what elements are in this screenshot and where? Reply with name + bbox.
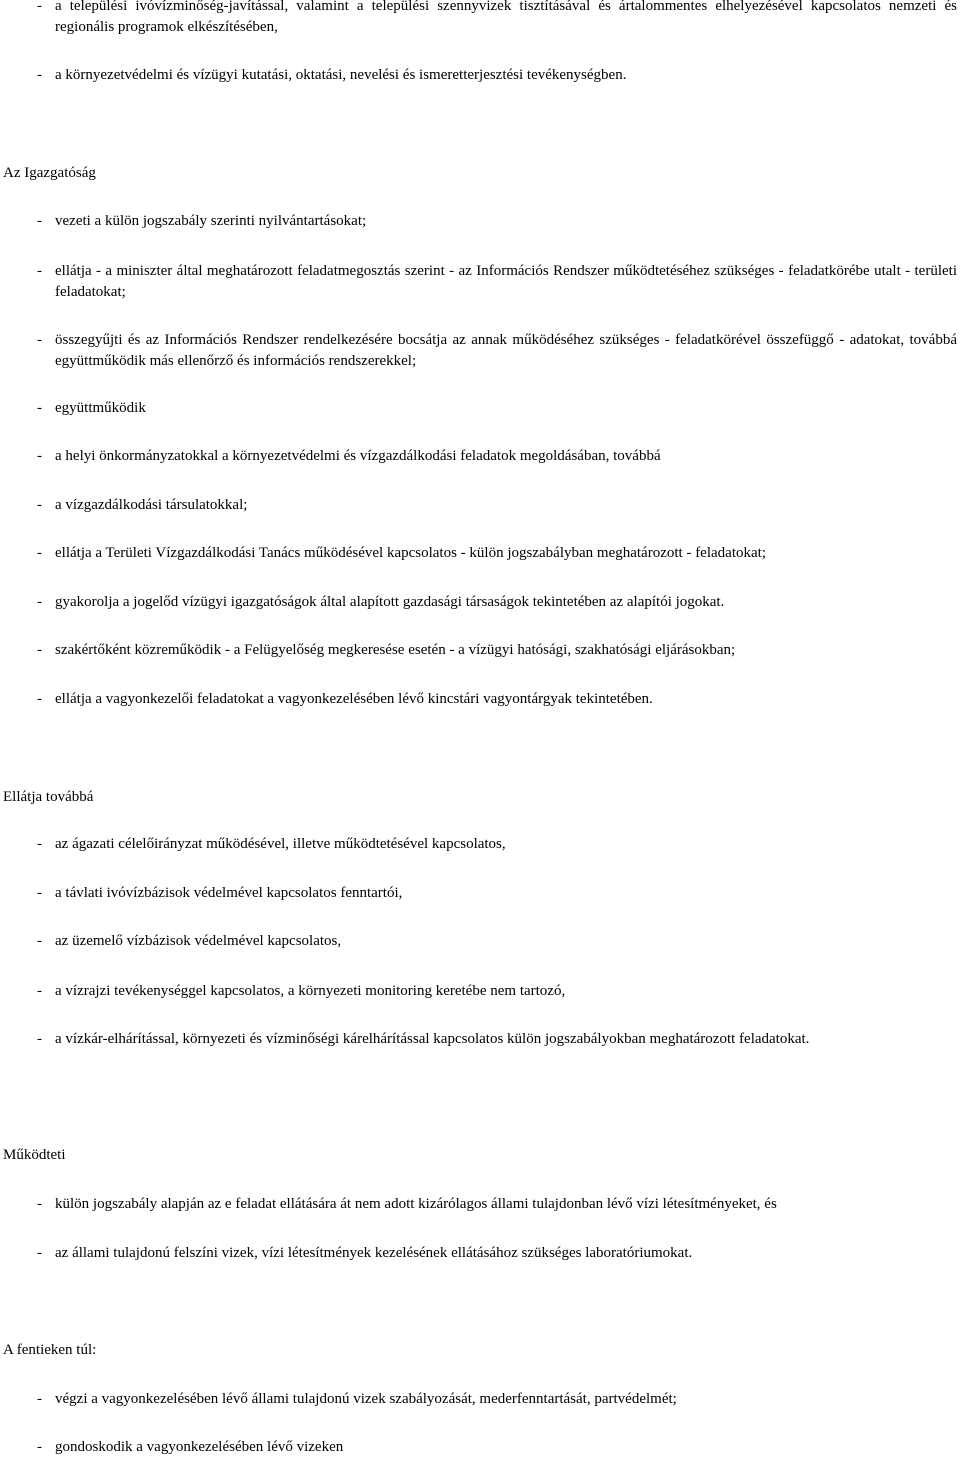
- list-dash: -: [37, 1391, 42, 1407]
- list-item-text: a vízgazdálkodási társulatokkal;: [55, 497, 248, 513]
- list-item-text: ellátja - a miniszter által meghatározott feladatmegosztás szerint - az Információs Rendszer működtetéséhez szükséges - feladatkörébe utalt - területi feladatokat;: [55, 263, 957, 300]
- list-dash: -: [37, 1196, 42, 1212]
- list-item-text: a távlati ivóvízbázisok védelmével kapcsolatos fenntartói,: [55, 885, 403, 901]
- list-dash: -: [37, 594, 42, 610]
- list-item: [37, 981, 957, 1002]
- section-heading-fentieken: A fentieken túl:: [3, 1342, 97, 1358]
- list-item: [37, 1243, 957, 1264]
- list-item: [37, 495, 957, 516]
- list-item: [37, 1437, 957, 1458]
- list-dash: -: [37, 448, 42, 464]
- list-item-text: szakértőként közreműködik - a Felügyelőség megkeresése esetén - a vízügyi hatósági, szakhatósági eljárásokban;: [55, 642, 736, 658]
- list-item-text: összegyűjti és az Információs Rendszer rendelkezésére bocsátja az annak működéséhez szükséges - feladatkörével összefüggő - adatokat, továbbá együttműködik más ellenőrző és információs rendszerekkel;: [55, 332, 957, 369]
- list-dash: -: [37, 1245, 42, 1261]
- list-item: [37, 398, 957, 419]
- list-item: [37, 1389, 957, 1410]
- list-item: [37, 689, 957, 710]
- list-dash: -: [37, 885, 42, 901]
- list-item-text: gondoskodik a vagyonkezelésében lévő vizeken: [55, 1439, 344, 1455]
- list-dash: -: [37, 497, 42, 513]
- list-item: [37, 592, 957, 613]
- list-item-text: a helyi önkormányzatokkal a környezetvédelmi és vízgazdálkodási feladatok megoldásában, továbbá: [55, 448, 661, 464]
- list-item: [37, 834, 957, 855]
- list-dash: -: [37, 983, 42, 999]
- list-item-text: a vízkár-elhárítással, környezeti és vízminőségi kárelhárítással kapcsolatos külön jogszabályokban meghatározott feladatokat.: [55, 1031, 810, 1047]
- list-item: [37, 883, 957, 904]
- list-item: [37, 211, 957, 232]
- list-item-text: gyakorolja a jogelőd vízügyi igazgatóságok által alapított gazdasági társaságok tekintetében az alapítói jogokat.: [55, 594, 725, 610]
- list-dash: -: [37, 0, 42, 14]
- list-item-text: a települési ivóvízminőség-javítással, valamint a települési szennyvizek tisztításával és ártalommentes elhelyezésével kapcsolatos nemzeti és regionális programok elkészítésében,: [55, 0, 957, 35]
- list-dash: -: [37, 213, 42, 229]
- list-item-text: ellátja a vagyonkezelői feladatokat a vagyonkezelésében lévő kincstári vagyontárgyak tekintetében.: [55, 691, 653, 707]
- list-item: [37, 446, 957, 467]
- list-dash: -: [37, 1031, 42, 1047]
- list-item-text: az ágazati célelőirányzat működésével, illetve működtetésével kapcsolatos,: [55, 836, 506, 852]
- list-item: [37, 330, 957, 371]
- list-item-text: ellátja a Területi Vízgazdálkodási Tanács működésével kapcsolatos - külön jogszabályban meghatározott - feladatokat;: [55, 545, 766, 561]
- section-heading-mukodteti: Működteti: [3, 1147, 66, 1163]
- list-dash: -: [37, 836, 42, 852]
- list-dash: -: [37, 545, 42, 561]
- section-heading-igazgatosag: Az Igazgatóság: [3, 165, 96, 181]
- list-item: [37, 0, 957, 37]
- list-item-text: külön jogszabály alapján az e feladat ellátására át nem adott kizárólagos állami tulajdonban lévő vízi létesítményeket, és: [55, 1196, 777, 1212]
- list-item-text: együttműködik: [55, 400, 146, 416]
- list-dash: -: [37, 332, 42, 348]
- list-item-text: végzi a vagyonkezelésében lévő állami tulajdonú vizek szabályozását, mederfenntartását, partvédelmét;: [55, 1391, 677, 1407]
- list-dash: -: [37, 933, 42, 949]
- list-item-text: a környezetvédelmi és vízügyi kutatási, oktatási, nevelési és ismeretterjesztési tevékenységben.: [55, 67, 627, 83]
- list-item-text: vezeti a külön jogszabály szerinti nyilvántartásokat;: [55, 213, 367, 229]
- list-item: [37, 261, 957, 302]
- list-item: [37, 543, 957, 564]
- list-dash: -: [37, 1439, 42, 1455]
- list-item: [37, 65, 957, 86]
- list-item: [37, 640, 957, 661]
- list-item-text: a vízrajzi tevékenységgel kapcsolatos, a környezeti monitoring keretébe nem tartozó,: [55, 983, 566, 999]
- list-item-text: az üzemelő vízbázisok védelmével kapcsolatos,: [55, 933, 342, 949]
- list-item-text: az állami tulajdonú felszíni vizek, vízi létesítmények kezelésének ellátásához szükséges laboratóriumokat.: [55, 1245, 693, 1261]
- list-dash: -: [37, 263, 42, 279]
- list-dash: -: [37, 642, 42, 658]
- list-item: [37, 1194, 957, 1215]
- list-dash: -: [37, 400, 42, 416]
- list-item: [37, 1029, 957, 1050]
- list-item: [37, 931, 957, 952]
- list-dash: -: [37, 691, 42, 707]
- section-heading-ellatja: Ellátja továbbá: [3, 789, 94, 805]
- list-dash: -: [37, 67, 42, 83]
